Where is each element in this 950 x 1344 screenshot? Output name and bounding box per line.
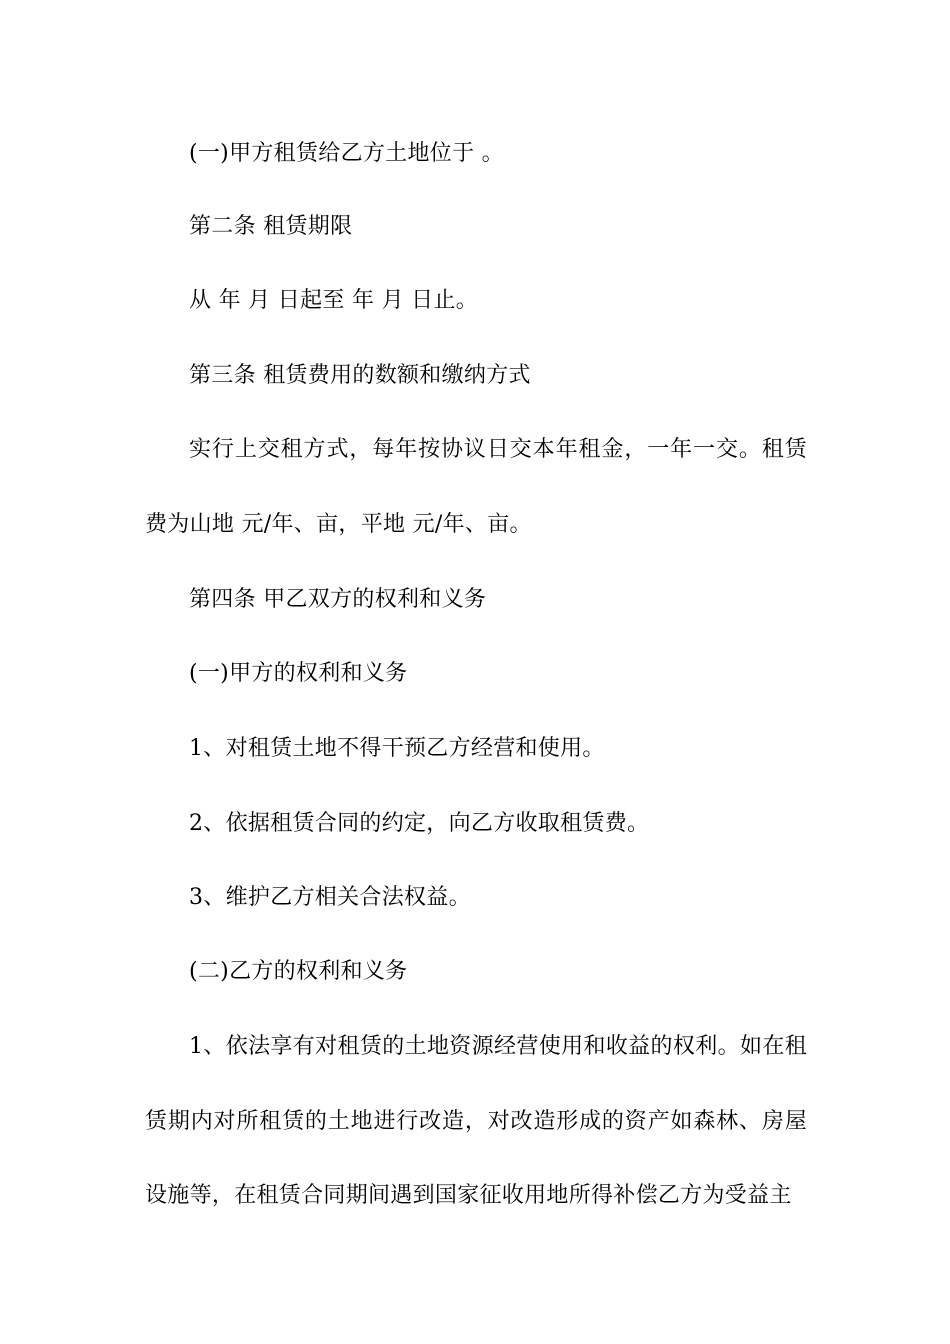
party-a-item-3: 3、维护乙方相关合法权益。 (189, 885, 471, 910)
article-3-heading: 第三条 租赁费用的数额和缴纳方式 (189, 363, 531, 388)
rent-payment-text: 实行上交租方式，每年按协议日交本年租金，一年一交。租赁费为山地 元/年、亩，平地 元/年、亩。 (145, 437, 807, 537)
party-a-item-1: 1、对租赁土地不得干预乙方经营和使用。 (189, 736, 605, 761)
party-a-item-2: 2、依据租赁合同的约定，向乙方收取租赁费。 (189, 811, 650, 836)
article-4-heading: 第四条 甲乙双方的权利和义务 (189, 587, 487, 612)
party-b-item-1: 1、依法享有对租赁的土地资源经营使用和收益的权利。如在租赁期内对所租赁的土地进行改造，对改造形成的资产如森林、房屋设施等，在租赁合同期间遇到国家征收用地所得补偿乙方为受益主 (145, 1034, 807, 1208)
party-b-rights-heading: (二)乙方的权利和义务 (189, 959, 408, 984)
article-2-heading: 第二条 租赁期限 (189, 214, 353, 239)
clause-1-location: (一)甲方租赁给乙方土地位于 。 (189, 141, 504, 166)
lease-term-text: 从 年 月 日起至 年 月 日止。 (189, 288, 479, 313)
party-a-rights-heading: (一)甲方的权利和义务 (189, 661, 408, 686)
